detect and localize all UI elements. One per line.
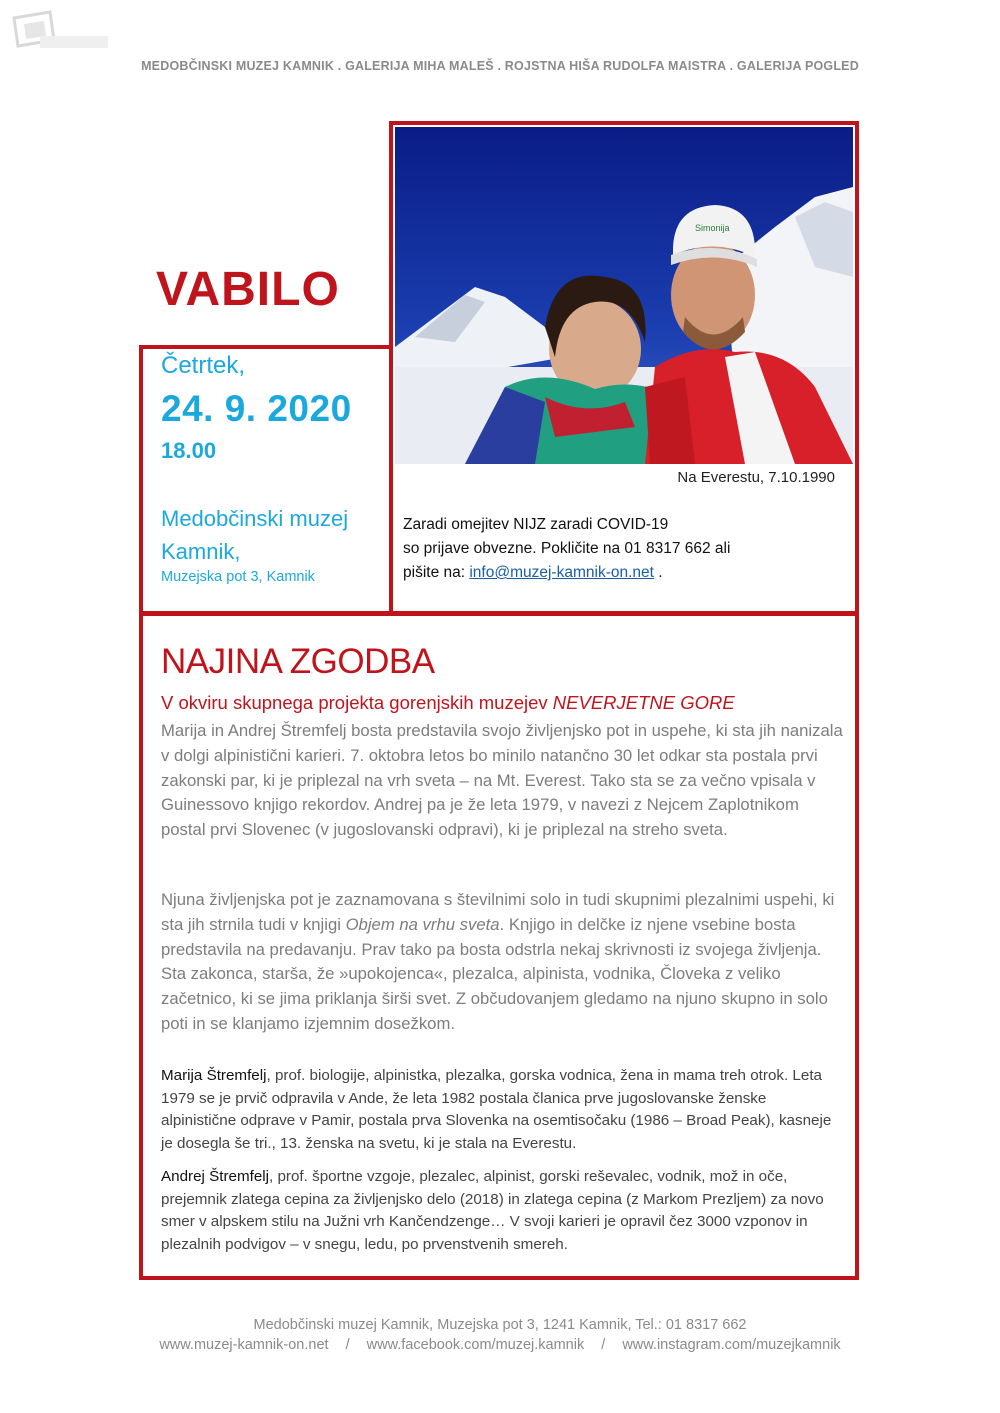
paragraph-2-end: . Knjigo in delčke iz njene vsebine bosta predstavila na predavanju. Prav tako pa bosta odstrla nekaj skrivnosti iz svojega življenja. Sta zakonca, starša, že »upokojenca«, plezalca, alpinista, vodnika, Človeka z veliko začetnico, ki se jima priklanja širši svet. Z občudovanjem gledamo na njuno skupno in solo poti in se klanjamo izjemnim dosežkom. [161,914,828,1033]
book-title: Objem na vrhu sveta [345,914,500,934]
museum-logo [10,10,110,60]
footer-separator: / [601,1337,606,1353]
project-name: NEVERJETNE GORE [552,692,735,713]
bio-marija-name: Marija Štremfelj [161,1067,267,1084]
bio-andrej-text: , prof. športne vzgoje, plezalec, alpinist, gorski reševalec, vodnik, mož in oče, prejemnik zlatega cepina za življenjsko delo (2018) in zlatega cepina (z Markom Prezljem) za novo smer v alpskem stilu na Južni vrh Kančendzenge… V svoji karieri je opravil čez 3000 vzponov in plezalnih podvigov – v snegu, ledu, po prvenstvenih smereh. [161,1168,824,1253]
event-address: Muzejska pot 3, Kamnik [161,569,315,585]
bio-marija-text: , prof. biologije, alpinistka, plezalka, gorska vodnica, žena in mama treh otrok. Leta 1979 se je prvič odpravila v Ande, že leta 1982 postala članica prve jugoslovanske ženske alpinistične odprave v Pamir, postala prva Slovenka na osemtisočaku (1986 – Broad Peak), kasneje je dosegla še tri., 13. ženska na svetu, ki je stala na Everestu. [161,1067,832,1152]
invitation-label: VABILO [156,263,340,316]
article-title: NAJINA ZGODBA [161,642,435,681]
article-subtitle [161,692,735,714]
photo-caption: Na Everestu, 7.10.1990 [677,469,835,486]
notice-line-3 [403,561,843,585]
paragraph-1: Marija in Andrej Štremfelj bosta predstavila svojo življenjsko pot in uspehe, ki sta jih nanizala v dolgi alpinistični karieri. 7. oktobra letos bo minilo natančno 30 let odkar sta postala prvi zakonski par, ki je priplezal na vrh sveta – na Mt. Everest. Tako sta se za večno vpisala v Guinessovo knjigo rekordov. Andrej pa je že leta 1979, v navezi z Nejcem Zaplotnikom postal prvi Slovenec (v jugoslovanski odpravi), ki je priplezal na streho sveta. [161,721,843,840]
hat-text: Simonija [695,223,730,233]
footer-separator: / [345,1337,350,1353]
event-time: 18.00 [161,438,217,463]
notice-line-2: so prijave obvezne. Pokličite na 01 8317 662 ali [403,540,731,557]
event-venue: Medobčinski muzej Kamnik, [161,506,349,564]
footer-links [0,1337,1000,1353]
instagram-link[interactable]: www.instagram.com/muzejkamnik [622,1337,841,1353]
everest-photo [395,127,853,464]
bio-andrej [161,1166,843,1256]
subtitle-prefix: V okviru skupnega projekta gorenjskih muzejev [161,692,548,713]
facebook-link[interactable]: www.facebook.com/muzej.kamnik [366,1337,585,1353]
bio-andrej-name: Andrej Štremfelj [161,1168,270,1185]
event-day: Četrtek, [161,352,246,379]
header-institutions: MEDOBČINSKI MUZEJ KAMNIK . GALERIJA MIHA MALEŠ . ROJSTNA HIŠA RUDOLFA MAISTRA . GALERIJA POGLED [141,59,859,73]
notice-line-3-suffix: . [658,564,663,581]
notice-line-3-prefix: pišite na: [403,564,466,581]
covid-notice [403,513,843,585]
email-link[interactable]: info@muzej-kamnik-on.net [469,564,654,581]
bio-marija [161,1065,843,1155]
paragraph-2 [161,888,843,1037]
website-link[interactable]: www.muzej-kamnik-on.net [159,1337,329,1353]
paragraph-2-start: Njuna življenjska pot je zaznamovana s številnimi solo in tudi skupnimi plezalnimi uspehi, ki sta jih strnila tudi v knjigi [161,890,835,934]
notice-line-1: Zaradi omejitev NIJZ zaradi COVID-19 [403,516,669,533]
footer-address: Medobčinski muzej Kamnik, Muzejska pot 3, 1241 Kamnik, Tel.: 01 8317 662 [253,1317,747,1333]
event-date: 24. 9. 2020 [161,388,352,429]
